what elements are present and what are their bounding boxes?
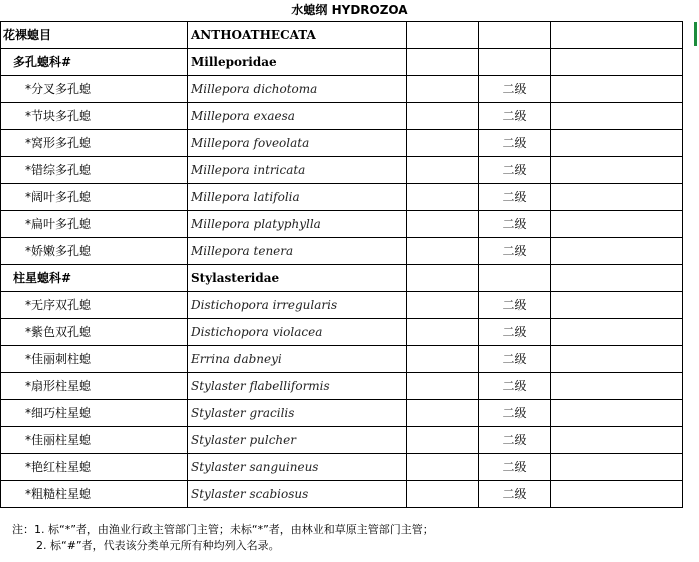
species-name-cn[interactable]: *佳丽刺柱螅 [1, 346, 188, 373]
empty-cell[interactable] [407, 319, 479, 346]
order-name-latin[interactable]: ANTHOATHECATA [188, 22, 407, 49]
empty-cell[interactable] [551, 319, 683, 346]
empty-cell[interactable] [551, 22, 683, 49]
empty-cell[interactable] [407, 373, 479, 400]
species-name-cn[interactable]: *粗糙柱星螅 [1, 481, 188, 508]
species-name-latin[interactable]: Millepora platyphylla [188, 211, 407, 238]
species-name-latin[interactable]: Errina dabneyi [188, 346, 407, 373]
species-name-latin[interactable]: Distichopora violacea [188, 319, 407, 346]
empty-cell[interactable] [551, 211, 683, 238]
empty-cell[interactable] [479, 49, 551, 76]
species-name-latin[interactable]: Millepora latifolia [188, 184, 407, 211]
table-row [1, 238, 683, 265]
empty-cell[interactable] [407, 346, 479, 373]
empty-cell[interactable] [551, 454, 683, 481]
family-name-cn[interactable]: 多孔螅科# [1, 49, 188, 76]
empty-cell[interactable] [407, 211, 479, 238]
empty-cell[interactable] [407, 49, 479, 76]
empty-cell[interactable] [551, 427, 683, 454]
cell-cursor-marker [694, 22, 697, 46]
table-row [1, 103, 683, 130]
species-name-latin[interactable]: Stylaster flabelliformis [188, 373, 407, 400]
protection-grade[interactable]: 二级 [479, 184, 551, 211]
species-name-cn[interactable]: *扁叶多孔螅 [1, 211, 188, 238]
empty-cell[interactable] [407, 481, 479, 508]
species-name-cn[interactable]: *阔叶多孔螅 [1, 184, 188, 211]
table-row [1, 157, 683, 184]
footnote-1: 注：1. 标“*”者，由渔业行政主管部门主管；未标“*”者，由林业和草原主管部门主管； [12, 523, 434, 536]
species-table [0, 21, 683, 508]
species-name-latin[interactable]: Stylaster scabiosus [188, 481, 407, 508]
species-name-cn[interactable]: *娇嫩多孔螅 [1, 238, 188, 265]
species-name-cn[interactable]: *窝形多孔螅 [1, 130, 188, 157]
family-name-latin[interactable]: Stylasteridae [188, 265, 407, 292]
table-row [1, 346, 683, 373]
protection-grade[interactable]: 二级 [479, 157, 551, 184]
table-row [1, 184, 683, 211]
species-name-latin[interactable]: Millepora intricata [188, 157, 407, 184]
protection-grade[interactable]: 二级 [479, 373, 551, 400]
species-name-cn[interactable]: *分叉多孔螅 [1, 76, 188, 103]
empty-cell[interactable] [407, 130, 479, 157]
empty-cell[interactable] [551, 157, 683, 184]
species-name-cn[interactable]: *扇形柱星螅 [1, 373, 188, 400]
species-table-body [1, 22, 683, 508]
empty-cell[interactable] [551, 481, 683, 508]
table-row [1, 76, 683, 103]
empty-cell[interactable] [407, 238, 479, 265]
order-row [1, 22, 683, 49]
species-name-cn[interactable]: *佳丽柱星螅 [1, 427, 188, 454]
protection-grade[interactable]: 二级 [479, 103, 551, 130]
empty-cell[interactable] [407, 184, 479, 211]
family-row [1, 265, 683, 292]
empty-cell[interactable] [407, 103, 479, 130]
empty-cell[interactable] [407, 400, 479, 427]
table-row [1, 400, 683, 427]
table-row [1, 130, 683, 157]
species-name-latin[interactable]: Millepora dichotoma [188, 76, 407, 103]
protection-grade[interactable]: 二级 [479, 454, 551, 481]
table-row [1, 211, 683, 238]
empty-cell[interactable] [551, 400, 683, 427]
family-name-latin[interactable]: Milleporidae [188, 49, 407, 76]
protection-grade[interactable]: 二级 [479, 481, 551, 508]
empty-cell[interactable] [407, 265, 479, 292]
species-name-cn[interactable]: *节块多孔螅 [1, 103, 188, 130]
empty-cell[interactable] [551, 373, 683, 400]
empty-cell[interactable] [407, 157, 479, 184]
empty-cell[interactable] [407, 454, 479, 481]
empty-cell[interactable] [551, 184, 683, 211]
protection-grade[interactable]: 二级 [479, 292, 551, 319]
empty-cell[interactable] [551, 238, 683, 265]
species-name-cn[interactable]: *紫色双孔螅 [1, 319, 188, 346]
empty-cell[interactable] [551, 265, 683, 292]
protection-grade[interactable]: 二级 [479, 346, 551, 373]
order-name-cn[interactable]: 花裸螅目 [1, 22, 188, 49]
footnote-2: 2. 标“#”者，代表该分类单元所有种均列入名录。 [36, 539, 280, 552]
protection-grade[interactable]: 二级 [479, 76, 551, 103]
empty-cell[interactable] [551, 76, 683, 103]
protection-grade[interactable]: 二级 [479, 211, 551, 238]
empty-cell[interactable] [551, 292, 683, 319]
table-row [1, 481, 683, 508]
species-name-cn[interactable]: *错综多孔螅 [1, 157, 188, 184]
empty-cell[interactable] [407, 292, 479, 319]
family-row [1, 49, 683, 76]
empty-cell[interactable] [407, 76, 479, 103]
species-name-latin[interactable]: Millepora tenera [188, 238, 407, 265]
protection-grade[interactable]: 二级 [479, 130, 551, 157]
species-name-latin[interactable]: Stylaster gracilis [188, 400, 407, 427]
empty-cell[interactable] [479, 265, 551, 292]
table-row [1, 427, 683, 454]
species-name-latin[interactable]: Millepora foveolata [188, 130, 407, 157]
species-name-cn[interactable]: *细巧柱星螅 [1, 400, 188, 427]
table-title: 水螅纲 HYDROZOA [291, 3, 408, 17]
empty-cell[interactable] [407, 22, 479, 49]
protection-grade[interactable]: 二级 [479, 427, 551, 454]
species-name-cn[interactable]: *艳红柱星螅 [1, 454, 188, 481]
table-row [1, 454, 683, 481]
empty-cell[interactable] [551, 346, 683, 373]
protection-grade[interactable]: 二级 [479, 238, 551, 265]
table-row [1, 319, 683, 346]
table-row [1, 373, 683, 400]
species-name-latin[interactable]: Millepora exaesa [188, 103, 407, 130]
species-name-latin[interactable]: Stylaster sanguineus [188, 454, 407, 481]
empty-cell[interactable] [551, 49, 683, 76]
species-name-cn[interactable]: *无序双孔螅 [1, 292, 188, 319]
empty-cell[interactable] [551, 103, 683, 130]
empty-cell[interactable] [479, 22, 551, 49]
empty-cell[interactable] [407, 427, 479, 454]
family-name-cn[interactable]: 柱星螅科# [1, 265, 188, 292]
species-name-latin[interactable]: Distichopora irregularis [188, 292, 407, 319]
protection-grade[interactable]: 二级 [479, 319, 551, 346]
empty-cell[interactable] [551, 130, 683, 157]
protection-grade[interactable]: 二级 [479, 400, 551, 427]
species-name-latin[interactable]: Stylaster pulcher [188, 427, 407, 454]
table-row [1, 292, 683, 319]
footnotes [12, 522, 434, 554]
